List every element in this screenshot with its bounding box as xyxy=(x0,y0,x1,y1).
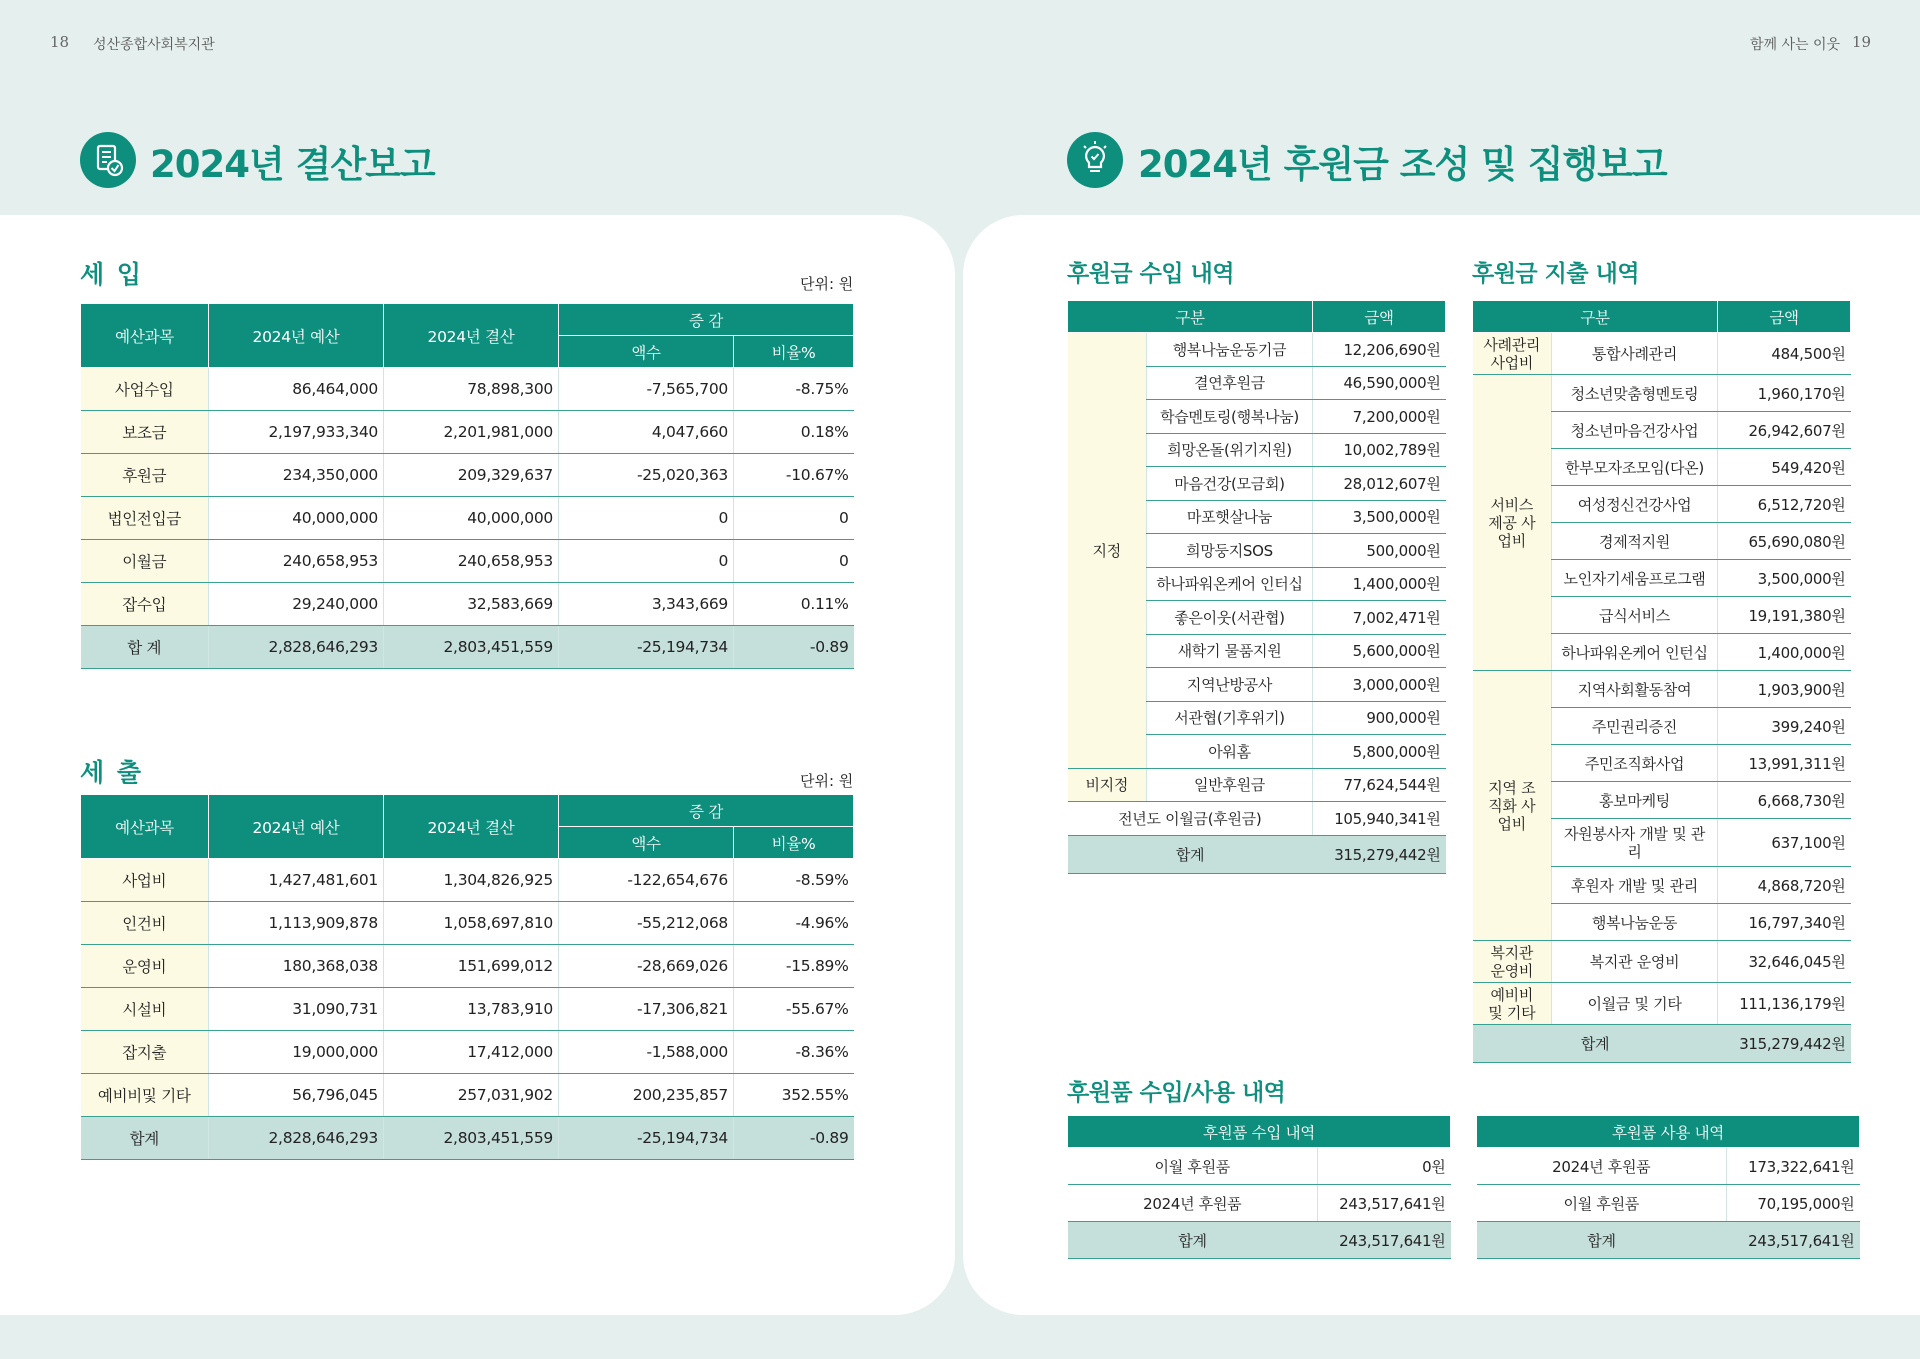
row-name: 2024년 후원품 xyxy=(1477,1148,1727,1185)
income-table xyxy=(80,303,854,669)
group-nondesignated: 비지정 xyxy=(1068,768,1147,802)
table-row xyxy=(1477,1148,1860,1185)
row-item: 인건비 xyxy=(81,902,209,945)
table-row xyxy=(81,859,854,902)
row-amount: -25,020,363 xyxy=(559,454,734,497)
row-amount: -17,306,821 xyxy=(559,988,734,1031)
running-head-left: 성산종합사회복지관 xyxy=(93,37,215,53)
row-ratio: -55.67% xyxy=(734,988,854,1031)
row-name: 청소년마음건강사업 xyxy=(1552,412,1718,449)
row-item: 사업비 xyxy=(81,859,209,902)
row-amount: 1,960,170원 xyxy=(1718,375,1851,412)
row-amount: 3,500,000원 xyxy=(1313,500,1446,534)
row-amount: 900,000원 xyxy=(1313,701,1446,735)
row-name: 희망둥지SOS xyxy=(1147,534,1313,568)
row-amount: -122,654,676 xyxy=(559,859,734,902)
row-budget: 31,090,731 xyxy=(209,988,384,1031)
row-name: 서관협(기후위기) xyxy=(1147,701,1313,735)
row-name: 결연후원금 xyxy=(1147,366,1313,400)
row-budget: 2,197,933,340 xyxy=(209,411,384,454)
row-ratio: 0.18% xyxy=(734,411,854,454)
row-name: 학습멘토링(행복나눔) xyxy=(1147,400,1313,434)
table-row xyxy=(1473,941,1851,983)
row-amount: 0 xyxy=(559,497,734,540)
row-amount: 7,200,000원 xyxy=(1313,400,1446,434)
income-heading: 세 입 xyxy=(80,260,144,289)
expense-unit: 단위: 원 xyxy=(800,772,854,790)
table-row xyxy=(1068,802,1446,836)
total-name: 합계 xyxy=(1477,1222,1727,1259)
row-settle: 240,658,953 xyxy=(384,540,559,583)
row-settle: 209,329,637 xyxy=(384,454,559,497)
total-amount: -25,194,734 xyxy=(559,626,734,669)
table-row xyxy=(1473,983,1851,1025)
row-amount: 10,002,789원 xyxy=(1313,433,1446,467)
row-amount: 500,000원 xyxy=(1313,534,1446,568)
table-row xyxy=(81,945,854,988)
row-item: 운영비 xyxy=(81,945,209,988)
row-name: 노인자기세움프로그램 xyxy=(1552,560,1718,597)
row-amount: 3,500,000원 xyxy=(1718,560,1851,597)
table-row xyxy=(81,1074,854,1117)
row-ratio: 0.11% xyxy=(734,583,854,626)
row-settle: 151,699,012 xyxy=(384,945,559,988)
goods-heading: 후원품 수입/사용 내역 xyxy=(1067,1080,1286,1106)
row-budget: 40,000,000 xyxy=(209,497,384,540)
row-amount: 70,195,000원 xyxy=(1727,1185,1860,1222)
row-amount: 200,235,857 xyxy=(559,1074,734,1117)
row-amount: 26,942,607원 xyxy=(1718,412,1851,449)
row-amount: 13,991,311원 xyxy=(1718,745,1851,782)
table-row xyxy=(81,1031,854,1074)
row-amount: 4,868,720원 xyxy=(1718,867,1851,904)
row-item: 잡지출 xyxy=(81,1031,209,1074)
row-item: 이월금 xyxy=(81,540,209,583)
total-ratio: -0.89 xyxy=(734,1117,854,1160)
col-header-category: 구분 xyxy=(1473,301,1718,333)
total-amount: 243,517,641원 xyxy=(1318,1222,1451,1259)
row-item: 잡수입 xyxy=(81,583,209,626)
row-name: 복지관 운영비 xyxy=(1552,941,1718,983)
total-row xyxy=(81,1117,854,1160)
lightbulb-check-icon xyxy=(1067,132,1123,188)
total-amount: -25,194,734 xyxy=(559,1117,734,1160)
carryover-name: 전년도 이월금(후원금) xyxy=(1068,802,1313,836)
row-item: 법인전입금 xyxy=(81,497,209,540)
row-amount: 6,668,730원 xyxy=(1718,782,1851,819)
row-name: 통합사례관리 xyxy=(1552,333,1718,375)
page-title-right: 2024년 후원금 조성 및 집행보고 xyxy=(1138,143,1667,186)
table-row xyxy=(81,902,854,945)
total-row xyxy=(1068,835,1446,873)
goods-usage-table xyxy=(1476,1115,1860,1259)
row-budget: 29,240,000 xyxy=(209,583,384,626)
table-row xyxy=(81,454,854,497)
row-name: 후원자 개발 및 관리 xyxy=(1552,867,1718,904)
row-amount: 6,512,720원 xyxy=(1718,486,1851,523)
row-amount: 243,517,641원 xyxy=(1318,1185,1451,1222)
col-header-ratio: 비율% xyxy=(734,336,854,368)
row-budget: 234,350,000 xyxy=(209,454,384,497)
running-head-right: 함께 사는 이웃 xyxy=(1750,37,1841,53)
table-row xyxy=(81,368,854,411)
document-check-icon xyxy=(80,132,136,188)
row-amount: 16,797,340원 xyxy=(1718,904,1851,941)
row-budget: 56,796,045 xyxy=(209,1074,384,1117)
row-ratio: -4.96% xyxy=(734,902,854,945)
page-number-right: 19 xyxy=(1852,33,1872,51)
goods-income-header: 후원품 수입 내역 xyxy=(1068,1116,1451,1148)
col-header-budget: 2024년 예산 xyxy=(209,304,384,368)
row-name: 급식서비스 xyxy=(1552,597,1718,634)
row-settle: 1,304,826,925 xyxy=(384,859,559,902)
group-label: 예비비 및 기타 xyxy=(1473,983,1552,1025)
row-budget: 19,000,000 xyxy=(209,1031,384,1074)
row-name: 좋은이웃(서관협) xyxy=(1147,601,1313,635)
row-name: 홍보마케팅 xyxy=(1552,782,1718,819)
total-name: 합계 xyxy=(1068,835,1313,873)
total-row xyxy=(1477,1222,1860,1259)
table-row xyxy=(1068,333,1446,367)
donation-expense-heading: 후원금 지출 내역 xyxy=(1472,261,1640,287)
row-amount: 32,646,045원 xyxy=(1718,941,1851,983)
col-header-category: 구분 xyxy=(1068,301,1313,333)
row-settle: 32,583,669 xyxy=(384,583,559,626)
row-name: 아워홈 xyxy=(1147,735,1313,769)
row-amount: 1,903,900원 xyxy=(1718,671,1851,708)
col-header-amount: 액수 xyxy=(559,336,734,368)
row-name: 하나파워온케어 인턴십 xyxy=(1552,634,1718,671)
row-settle: 1,058,697,810 xyxy=(384,902,559,945)
col-header-amount: 금액 xyxy=(1718,301,1851,333)
row-amount: 7,002,471원 xyxy=(1313,601,1446,635)
row-amount: 65,690,080원 xyxy=(1718,523,1851,560)
row-name: 마음건강(모금회) xyxy=(1147,467,1313,501)
row-amount: 3,343,669 xyxy=(559,583,734,626)
row-ratio: -8.36% xyxy=(734,1031,854,1074)
row-ratio: 0 xyxy=(734,497,854,540)
row-amount: 46,590,000원 xyxy=(1313,366,1446,400)
col-header-amount: 금액 xyxy=(1313,301,1446,333)
row-name: 한부모자조모임(다온) xyxy=(1552,449,1718,486)
table-row xyxy=(1068,768,1446,802)
page-title-left: 2024년 결산보고 xyxy=(150,143,435,186)
row-name: 행복나눔운동기금 xyxy=(1147,333,1313,367)
row-settle: 2,201,981,000 xyxy=(384,411,559,454)
group-label: 복지관 운영비 xyxy=(1473,941,1552,983)
table-row xyxy=(81,497,854,540)
row-budget: 180,368,038 xyxy=(209,945,384,988)
row-amount: 19,191,380원 xyxy=(1718,597,1851,634)
row-name: 여성정신건강사업 xyxy=(1552,486,1718,523)
table-row xyxy=(81,540,854,583)
row-settle: 40,000,000 xyxy=(384,497,559,540)
row-name: 희망온돌(위기지원) xyxy=(1147,433,1313,467)
col-header-settle: 2024년 결산 xyxy=(384,304,559,368)
total-row xyxy=(1473,1025,1851,1063)
row-ratio: -10.67% xyxy=(734,454,854,497)
table-row xyxy=(1477,1185,1860,1222)
row-name: 지역사회활동참여 xyxy=(1552,671,1718,708)
col-header-change: 증 감 xyxy=(559,795,854,827)
row-amount: 5,800,000원 xyxy=(1313,735,1446,769)
row-amount: 0원 xyxy=(1318,1148,1451,1185)
row-item: 시설비 xyxy=(81,988,209,1031)
income-unit: 단위: 원 xyxy=(800,275,854,293)
total-amount: 315,279,442원 xyxy=(1718,1025,1851,1063)
row-name: 일반후원금 xyxy=(1147,768,1313,802)
row-budget: 1,427,481,601 xyxy=(209,859,384,902)
table-row xyxy=(81,411,854,454)
row-name: 새학기 물품지원 xyxy=(1147,634,1313,668)
row-budget: 86,464,000 xyxy=(209,368,384,411)
col-header-item: 예산과목 xyxy=(81,795,209,859)
col-header-settle: 2024년 결산 xyxy=(384,795,559,859)
row-amount: 1,400,000원 xyxy=(1313,567,1446,601)
row-amount: 111,136,179원 xyxy=(1718,983,1851,1025)
row-name: 이월 후원품 xyxy=(1477,1185,1727,1222)
table-row xyxy=(81,988,854,1031)
total-budget: 2,828,646,293 xyxy=(209,626,384,669)
row-amount: 3,000,000원 xyxy=(1313,668,1446,702)
total-settle: 2,803,451,559 xyxy=(384,626,559,669)
row-ratio: -8.59% xyxy=(734,859,854,902)
row-name: 경제적지원 xyxy=(1552,523,1718,560)
row-amount: 399,240원 xyxy=(1718,708,1851,745)
page-number-left: 18 xyxy=(50,33,70,51)
row-amount: 28,012,607원 xyxy=(1313,467,1446,501)
row-amount: 12,206,690원 xyxy=(1313,333,1446,367)
row-ratio: 352.55% xyxy=(734,1074,854,1117)
total-row xyxy=(1068,1222,1451,1259)
row-amount: -1,588,000 xyxy=(559,1031,734,1074)
row-ratio: 0 xyxy=(734,540,854,583)
row-name: 이월금 및 기타 xyxy=(1552,983,1718,1025)
expense-heading: 세 출 xyxy=(80,758,144,787)
row-amount: 637,100원 xyxy=(1718,819,1851,867)
row-budget: 240,658,953 xyxy=(209,540,384,583)
row-ratio: -8.75% xyxy=(734,368,854,411)
total-amount: 243,517,641원 xyxy=(1727,1222,1860,1259)
expense-table xyxy=(80,794,854,1160)
col-header-item: 예산과목 xyxy=(81,304,209,368)
row-name: 하나파워온케어 인터십 xyxy=(1147,567,1313,601)
row-item: 후원금 xyxy=(81,454,209,497)
total-item: 합 계 xyxy=(81,626,209,669)
col-header-ratio: 비율% xyxy=(734,827,854,859)
row-item: 예비비및 기타 xyxy=(81,1074,209,1117)
row-amount: 549,420원 xyxy=(1718,449,1851,486)
row-ratio: -15.89% xyxy=(734,945,854,988)
table-row xyxy=(1473,671,1851,708)
row-name: 마포햇살나눔 xyxy=(1147,500,1313,534)
row-settle: 257,031,902 xyxy=(384,1074,559,1117)
row-name: 주민권리증진 xyxy=(1552,708,1718,745)
table-row xyxy=(81,583,854,626)
table-row xyxy=(1068,1148,1451,1185)
row-amount: 484,500원 xyxy=(1718,333,1851,375)
donation-expense-table xyxy=(1472,300,1851,1063)
total-name: 합계 xyxy=(1068,1222,1318,1259)
total-item: 합계 xyxy=(81,1117,209,1160)
row-item: 보조금 xyxy=(81,411,209,454)
total-amount: 315,279,442원 xyxy=(1313,835,1446,873)
row-settle: 78,898,300 xyxy=(384,368,559,411)
donation-income-heading: 후원금 수입 내역 xyxy=(1067,261,1235,287)
total-name: 합계 xyxy=(1473,1025,1718,1063)
group-label: 지역 조직화 사업비 xyxy=(1473,671,1552,941)
row-amount: 5,600,000원 xyxy=(1313,634,1446,668)
goods-income-table xyxy=(1067,1115,1451,1259)
table-row xyxy=(1068,1185,1451,1222)
total-settle: 2,803,451,559 xyxy=(384,1117,559,1160)
total-row xyxy=(81,626,854,669)
row-settle: 13,783,910 xyxy=(384,988,559,1031)
row-amount: -55,212,068 xyxy=(559,902,734,945)
row-name: 주민조직화사업 xyxy=(1552,745,1718,782)
goods-usage-header: 후원품 사용 내역 xyxy=(1477,1116,1860,1148)
group-designated: 지정 xyxy=(1068,333,1147,769)
row-name: 이월 후원품 xyxy=(1068,1148,1318,1185)
col-header-amount: 액수 xyxy=(559,827,734,859)
row-name: 지역난방공사 xyxy=(1147,668,1313,702)
carryover-amount: 105,940,341원 xyxy=(1313,802,1446,836)
row-amount: 4,047,660 xyxy=(559,411,734,454)
total-ratio: -0.89 xyxy=(734,626,854,669)
row-amount: 77,624,544원 xyxy=(1313,768,1446,802)
row-amount: 173,322,641원 xyxy=(1727,1148,1860,1185)
group-label: 서비스 제공 사업비 xyxy=(1473,375,1552,671)
total-budget: 2,828,646,293 xyxy=(209,1117,384,1160)
col-header-budget: 2024년 예산 xyxy=(209,795,384,859)
row-amount: 1,400,000원 xyxy=(1718,634,1851,671)
col-header-change: 증 감 xyxy=(559,304,854,336)
row-amount: -7,565,700 xyxy=(559,368,734,411)
donation-income-table xyxy=(1067,300,1446,874)
row-name: 자원봉사자 개발 및 관리 xyxy=(1552,819,1718,867)
row-name: 2024년 후원품 xyxy=(1068,1185,1318,1222)
row-settle: 17,412,000 xyxy=(384,1031,559,1074)
group-label: 사례관리 사업비 xyxy=(1473,333,1552,375)
row-item: 사업수입 xyxy=(81,368,209,411)
table-row xyxy=(1473,333,1851,375)
row-amount: 0 xyxy=(559,540,734,583)
row-budget: 1,113,909,878 xyxy=(209,902,384,945)
row-name: 행복나눔운동 xyxy=(1552,904,1718,941)
row-name: 청소년맞춤형멘토링 xyxy=(1552,375,1718,412)
row-amount: -28,669,026 xyxy=(559,945,734,988)
table-row xyxy=(1473,375,1851,412)
